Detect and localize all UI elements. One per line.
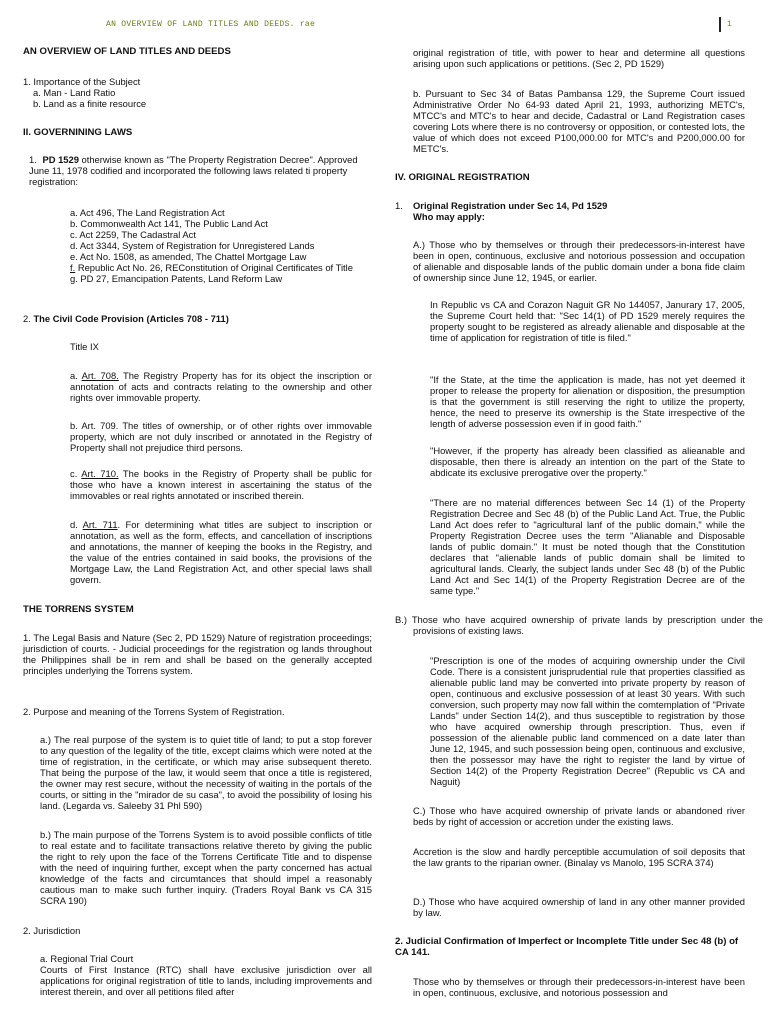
page-number: 1 <box>727 20 732 29</box>
torrens-purpose: 2. Purpose and meaning of the Torrens System of Registration. <box>23 706 285 717</box>
pd-description: otherwise known as "The Property Registration Decree". Approved June 11, 1978 codified and incorporated the following laws related ti property registration: <box>29 154 358 187</box>
jurisdiction-heading: 2. Jurisdiction <box>23 925 81 936</box>
rtc-body: Courts of First Instance (RTC) shall have exclusive jurisdiction over all applications for original registration of title to lands, including improvements and interest therein, and over all petitions filed after <box>40 964 372 997</box>
accretion-paragraph: Accretion is the slow and hardly perceptible accumulation of soil deposits that the law grants to the riparian owner. (Binalay vs Manolo, 195 SCRA 374) <box>413 846 745 868</box>
article-711-link: Art. 711 <box>82 519 118 530</box>
section-governing-laws: II. GOVERNINING LAWS <box>23 127 133 138</box>
article-711: d. Art. 711. For determining what titles are subject to inscription or annotation, as well as the form, effects, and cancellation of inscriptions and annotations, the manner of keeping the books in the Registry, and the value of the entries contained in said books, the provisions of the Mortgage Law, the Land Registration Act, and other special laws shall govern. <box>70 519 373 585</box>
pd1529-paragraph <box>29 154 359 187</box>
metc-paragraph: b. Pursuant to Sec 34 of Batas Pambansa 129, the Supreme Court issued Administrative Order No 64-93 dated April 21, 1993, authorizing METC's, MTCC's and MTC's to hear and decide, Cadastral or Land Registration cases covering Lots where there is no controversy or opposition, or contested lots, the value of which does not exceed P100,000.00 for MTC's and P200,000.00 for METC's. <box>413 88 745 154</box>
qualification-d: D.) Those who have acquired ownership of land in any other manner provided by law. <box>413 896 745 918</box>
article-708: a. Art. 708. The Registry Property has for its object the inscription or annotation of acts and contracts relating to the ownership and other rights over immovable property. <box>70 370 372 403</box>
torrens-purpose-b: b.) The main purpose of the Torrens System is to avoid possible conflicts of title to real estate and to facilitate transactions relative thereto by giving the public the right to rely upon the face of the Torrens Certificate Title and to dispense with the need of inquiring further, except when the party concerned has actual knowledge of the facts and circumtances that should impel a reasonably cautious man to make such further inquiry. (Traders Royal Bank vs CA 315 SCRA 190) <box>40 829 372 906</box>
rtc-continued: original registration of title, with power to hear and determine all questions arising upon such applications or petitions. (Sec 2, PD 1529) <box>413 47 745 69</box>
naguit-quote-4: "There are no material differences between Sec 14 (1) of the Property Registration Decree and Sec 48 (b) of the Public Land Act. True, the Public Land Act does refer to "agricultural lanf of the public domain," while the Property Registration Decree uses the term "Alianable and Disposable lands of public domain." It must be noted though that the Constitution declares that "alienable lands of public domain shall be limited to agricultural lands. Clearly, the subject lands under Sec 48 (b) of the Public Land Act and Sec 14(1) of the Property Registration Decree are of the same type." <box>430 497 745 596</box>
article-710-link: Art. 710. <box>81 468 119 479</box>
civil-number: 2. <box>23 313 34 324</box>
header-divider <box>719 17 721 32</box>
list-item: g. PD 27, Emancipation Patents, Land Reform Law <box>70 273 283 284</box>
torrens-purpose-a: a.) The real purpose of the system is to quiet title of land; to put a stop forever to any question of the legality of the title, except claims which were noted at the time of registration, in the certificate, or which may arise subsequent thereto. That being the purpose of the law, it would seem that once a title is registered, the owner may rest secure, without the necessity of waiting in the portals of the courts, or sitting in the "mirador de su casa", to avoid the possibility of losing his land. (Legarda vs. Saleeby 31 Phl 590) <box>40 734 372 811</box>
list-item: c. Act 2259, The Cadastral Act <box>70 229 196 240</box>
qualification-a: A.) Those who by themselves or through their predecessors-in-interest have been in open, continuous, exclusive and notorious possession and occupation of alienable and disposable lands of the public domain under a bona fide claim of ownership since June 12, 1945, or earlier. <box>413 239 745 283</box>
or-title: Original Registration under Sec 14, Pd 1529 <box>413 200 608 211</box>
list-item: d. Act 3344, System of Registration for Unregistered Lands <box>70 240 315 251</box>
qualification-c: C.) Those who have acquired ownership of private lands or abandoned river beds by right of accession or accretion under the existing laws. <box>413 805 745 827</box>
list-item: a. Act 496, The Land Registration Act <box>70 207 225 218</box>
prescription-quote: "Prescription is one of the modes of acquiring ownership under the Civil Code. There is a consistent jurisprudential rule that properties classified as alienable public land may be converted into private property by reason of open, continuous and exclusive possession of at least 30 years. With such conversion, such property may now fall within the comtemplation of "Private Lands" under Section 14(2), and thus susceptible to registration by those who have acquired ownership through prescription. Thus, even if possession of the alienable public land commenced on a date later than June 12, 1945, and such possession being open, continuous and exclusive, then the possessor may have the right to register the land by virtue of Section 14(2) of the Property Registration Decree" (Republic vs CA and Naguit) <box>430 655 745 787</box>
judicial-confirmation-heading: 2. Judicial Confirmation of Imperfect or Incomplete Title under Sec 48 (b) of CA 141. <box>395 936 739 958</box>
pd-name: PD 1529 <box>42 154 79 165</box>
who-may-apply-heading <box>395 200 745 222</box>
title-ix: Title IX <box>70 341 99 352</box>
naguit-quote-2: "If the State, at the time the application is made, has not yet deemed it proper to release the property for alienation or disposition, the presumption is that the government is still reserving the right to utilize the property, hence, the need to preserve its ownership is the State irrespective of the length of adverse possession even if in good faith." <box>430 374 745 429</box>
qualification-b: B.) Those who have acquired ownership of private lands by prescription under the provisions of existing laws. <box>395 614 763 636</box>
judicial-confirmation-body: Those who by themselves or through their predecessors-in-interest have been in open, continuous, exclusive, and notorious possession and <box>413 976 745 998</box>
original-registration-heading: IV. ORIGINAL REGISTRATION <box>395 172 530 183</box>
running-title: AN OVERVIEW OF LAND TITLES AND DEEDS. rae <box>106 20 316 29</box>
page-header <box>0 0 768 40</box>
or-subtitle: Who may apply: <box>413 211 485 222</box>
naguit-quote-3: "However, if the property has already been classified as alieanable and disposable, then there is already an intention on the part of the State to abdicate its exclusive prerogative over the property." <box>430 445 745 478</box>
item-man-land-ratio: a. Man - Land Ratio <box>33 87 116 98</box>
item-finite-resource: b. Land as a finite resource <box>33 98 147 109</box>
rtc-heading: a. Regional Trial Court <box>40 953 134 964</box>
section-importance: 1. Importance of the Subject <box>23 76 141 87</box>
list-item: b. Commonwealth Act 141, The Public Land Act <box>70 218 268 229</box>
article-710: c. Art. 710. The books in the Registry of Property shall be public for those who have a known interest in ascertaining the status of the immovables or real rights annotated or inscribed therein. <box>70 468 373 501</box>
item-number: 1. <box>395 200 403 211</box>
civil-code-heading <box>23 313 229 324</box>
naguit-quote-1: In Republic vs CA and Corazon Naguit GR No 144057, Janurary 17, 2005, the Supreme Court held that: "Sec 14(1) of PD 1529 merely requires the property sought to be registered as already alienable and disposable at the time of application for registration of title is filed." <box>430 299 745 343</box>
list-item <box>70 262 360 273</box>
pd-number: 1. <box>29 154 37 165</box>
document-title: AN OVERVIEW OF LAND TITLES AND DEEDS <box>23 46 231 57</box>
law-f-text: Republic Act No. 26, REConstitution of Original Certificates of Title <box>75 262 353 273</box>
list-item: e. Act No. 1508, as amended, The Chattel Mortgage Law <box>70 251 307 262</box>
torrens-heading: THE TORRENS SYSTEM <box>23 604 134 615</box>
article-708-link: Art. 708. <box>81 370 119 381</box>
civil-title: The Civil Code Provision (Articles 708 - 711) <box>33 313 229 324</box>
law-f-letter: f. <box>70 262 76 273</box>
laws-list <box>70 207 360 284</box>
article-709: b. Art. 709. The titles of ownership, or of other rights over immovable property, which are not duly inscribed or annotated in the Registry of Property shall not prejudice third persons. <box>70 420 372 453</box>
torrens-legal-basis: 1. The Legal Basis and Nature (Sec 2, PD 1529) Nature of registration proceedings; jurisdiction of courts. - Judicial proceedings for the registration og lands throughout the Philippines shall be in rem and shall be based on the generally accepted principles underlying the Torrens system. <box>23 632 372 676</box>
